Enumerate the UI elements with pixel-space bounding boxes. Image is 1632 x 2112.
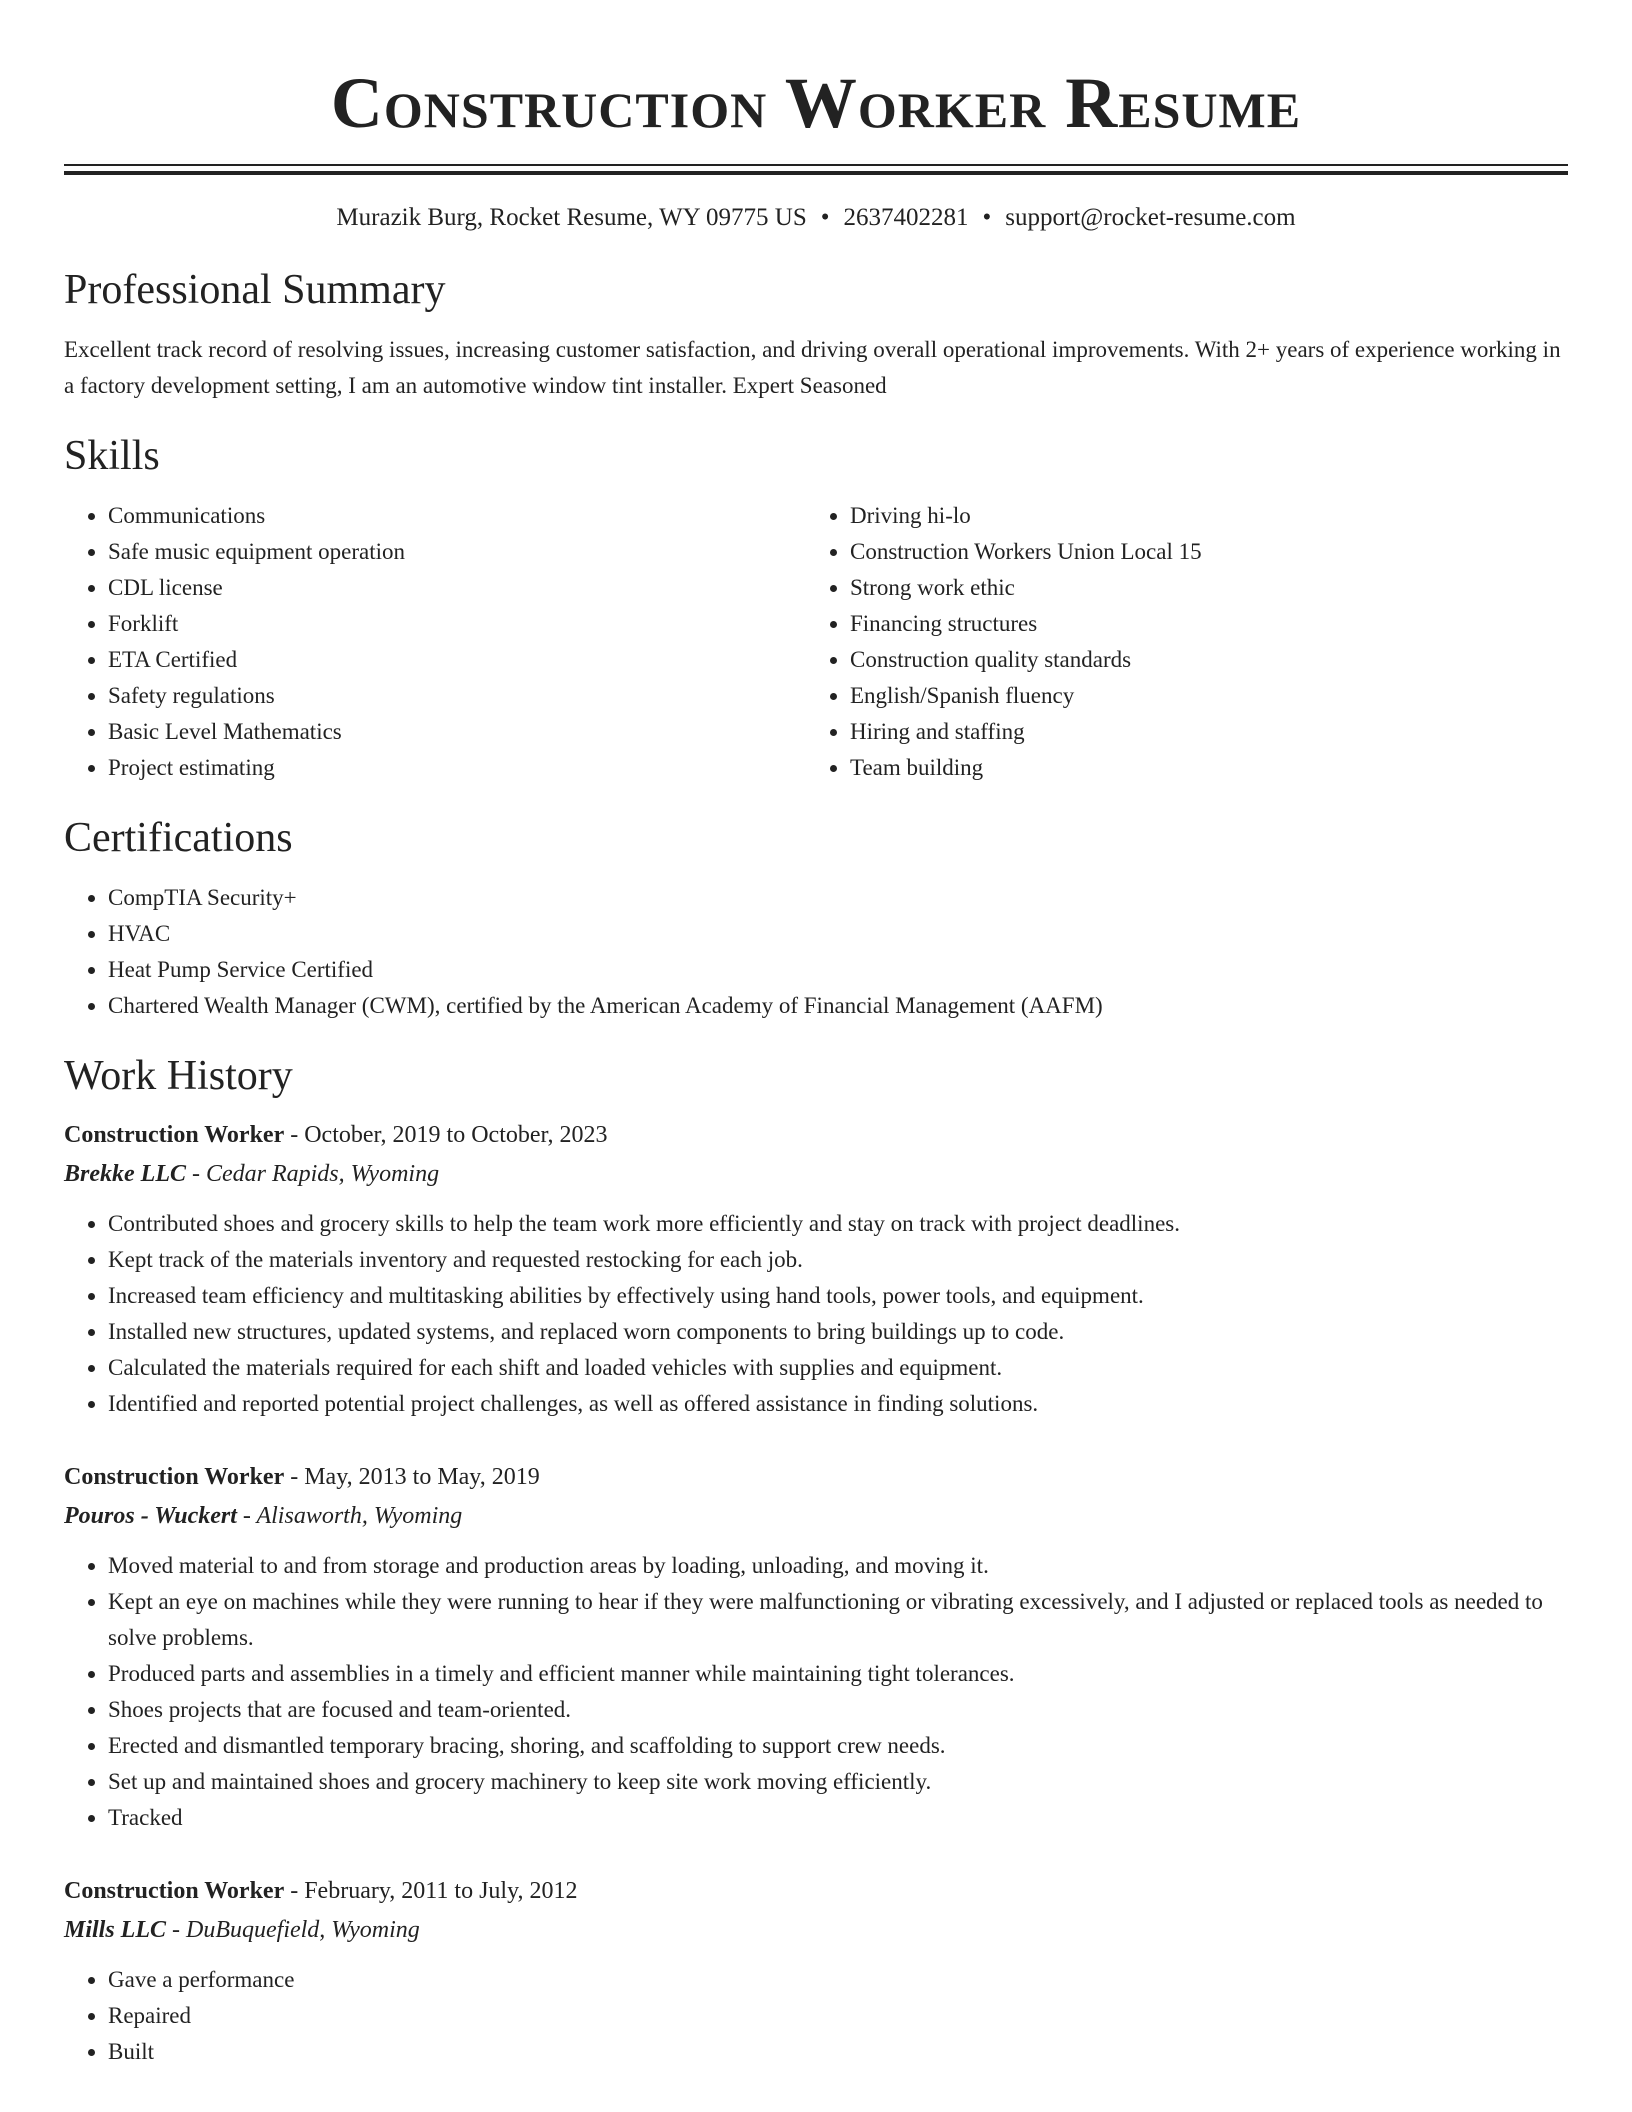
job-entry xyxy=(64,1458,1568,1836)
skill-item: • Construction quality standards xyxy=(850,642,1548,678)
skill-item: • Communications xyxy=(108,498,806,534)
job-location: - Alisaworth, Wyoming xyxy=(236,1503,463,1529)
job-bullet: • Kept an eye on machines while they were running to hear if they were malfunctioning or vibrating excessively, and I adjusted or replaced tools as needed to solve problems. xyxy=(108,1584,1568,1656)
certification-item: • CompTIA Security+ xyxy=(108,880,1568,916)
skill-item: • Construction Workers Union Local 15 xyxy=(850,534,1548,570)
job-bullet: • Repaired xyxy=(108,1998,1568,2034)
certification-item: • Heat Pump Service Certified xyxy=(108,952,1568,988)
job-dates: - May, 2013 to May, 2019 xyxy=(284,1464,540,1490)
skill-item: • CDL license xyxy=(108,570,806,606)
job-location: - DuBuquefield, Wyoming xyxy=(166,1917,420,1943)
skill-item: • English/Spanish fluency xyxy=(850,678,1548,714)
job-bullets xyxy=(64,1962,1568,2070)
summary-heading: Professional Summary xyxy=(64,267,446,313)
job-bullet: • Moved material to and from storage and production areas by loading, unloading, and moving it. xyxy=(108,1548,1568,1584)
skills-list-right xyxy=(806,498,1548,786)
contact-phone: 2637402281 xyxy=(843,204,969,231)
job-company: Pouros - Wuckert xyxy=(64,1503,237,1529)
contact-separator: • xyxy=(820,204,830,231)
job-title-line xyxy=(64,1458,1568,1496)
skill-item: • Forklift xyxy=(108,606,806,642)
job-title-line xyxy=(64,1872,1568,1910)
job-location: - Cedar Rapids, Wyoming xyxy=(185,1161,440,1187)
job-company-line xyxy=(64,1910,1568,1950)
skill-item: • Safe music equipment operation xyxy=(108,534,806,570)
job-company-line xyxy=(64,1496,1568,1536)
skill-item: • Driving hi-lo xyxy=(850,498,1548,534)
job-bullet: • Kept track of the materials inventory and requested restocking for each job. xyxy=(108,1242,1568,1278)
job-role: Construction Worker xyxy=(64,1464,285,1490)
skill-item: • Team building xyxy=(850,750,1548,786)
job-bullet: • Shoes projects that are focused and team-oriented. xyxy=(108,1692,1568,1728)
job-role: Construction Worker xyxy=(64,1122,285,1148)
job-bullet: • Erected and dismantled temporary bracing, shoring, and scaffolding to support crew needs. xyxy=(108,1728,1568,1764)
job-company: Mills LLC xyxy=(64,1917,167,1943)
skill-item: • ETA Certified xyxy=(108,642,806,678)
job-bullets xyxy=(64,1548,1568,1836)
contact-separator: • xyxy=(982,204,992,231)
skills-grid xyxy=(64,498,1568,786)
work-history-section xyxy=(64,1050,1568,2070)
skill-item: • Basic Level Mathematics xyxy=(108,714,806,750)
job-bullet: • Produced parts and assemblies in a timely and efficient manner while maintaining tight tolerances. xyxy=(108,1656,1568,1692)
certifications-section xyxy=(64,812,1568,1024)
skill-item: • Strong work ethic xyxy=(850,570,1548,606)
skills-list-left xyxy=(64,498,806,786)
certification-item: • HVAC xyxy=(108,916,1568,952)
skill-item: • Financing structures xyxy=(850,606,1548,642)
skills-column-right xyxy=(806,498,1548,786)
work-history-heading: Work History xyxy=(64,1053,293,1099)
resume-title: Construction Worker Resume xyxy=(330,63,1302,143)
job-entry xyxy=(64,1116,1568,1422)
skills-heading: Skills xyxy=(64,433,160,479)
job-bullet: • Calculated the materials required for each shift and loaded vehicles with supplies and equipment. xyxy=(108,1350,1568,1386)
summary-text: Excellent track record of resolving issues, increasing customer satisfaction, and driving overall operational improvements. With 2+ years of experience working in a factory development setting, I am an automotive window tint installer. Expert Seasoned xyxy=(64,337,1561,398)
skill-item: • Safety regulations xyxy=(108,678,806,714)
certification-item: • Chartered Wealth Manager (CWM), certified by the American Academy of Financial Management (AAFM) xyxy=(108,988,1568,1024)
skill-item: • Project estimating xyxy=(108,750,806,786)
contact-line xyxy=(64,202,1568,234)
job-bullet: • Tracked xyxy=(108,1800,1568,1836)
job-bullet: • Gave a performance xyxy=(108,1962,1568,1998)
job-bullets xyxy=(64,1206,1568,1422)
contact-address: Murazik Burg, Rocket Resume, WY 09775 US xyxy=(336,204,807,231)
title-double-rule xyxy=(64,164,1568,176)
job-dates: - February, 2011 to July, 2012 xyxy=(284,1878,578,1904)
job-bullet: • Increased team efficiency and multitasking abilities by effectively using hand tools, power tools, and equipment. xyxy=(108,1278,1568,1314)
job-bullet: • Built xyxy=(108,2034,1568,2070)
certifications-list xyxy=(64,880,1568,1024)
job-bullet: • Contributed shoes and grocery skills to help the team work more efficiently and stay on track with project deadlines. xyxy=(108,1206,1568,1242)
job-dates: - October, 2019 to October, 2023 xyxy=(284,1122,608,1148)
job-bullet: • Set up and maintained shoes and grocery machinery to keep site work moving efficiently. xyxy=(108,1764,1568,1800)
job-company-line xyxy=(64,1154,1568,1194)
certifications-heading: Certifications xyxy=(64,815,293,861)
job-bullet: • Installed new structures, updated systems, and replaced worn components to bring buildings up to code. xyxy=(108,1314,1568,1350)
contact-email: support@rocket-resume.com xyxy=(1005,204,1296,231)
skill-item: • Hiring and staffing xyxy=(850,714,1548,750)
job-company: Brekke LLC xyxy=(64,1161,186,1187)
skills-column-left xyxy=(64,498,806,786)
skills-section xyxy=(64,430,1568,786)
job-role: Construction Worker xyxy=(64,1878,285,1904)
job-entry xyxy=(64,1872,1568,2070)
summary-section xyxy=(64,264,1568,404)
job-title-line xyxy=(64,1116,1568,1154)
job-bullet: • Identified and reported potential project challenges, as well as offered assistance in finding solutions. xyxy=(108,1386,1568,1422)
